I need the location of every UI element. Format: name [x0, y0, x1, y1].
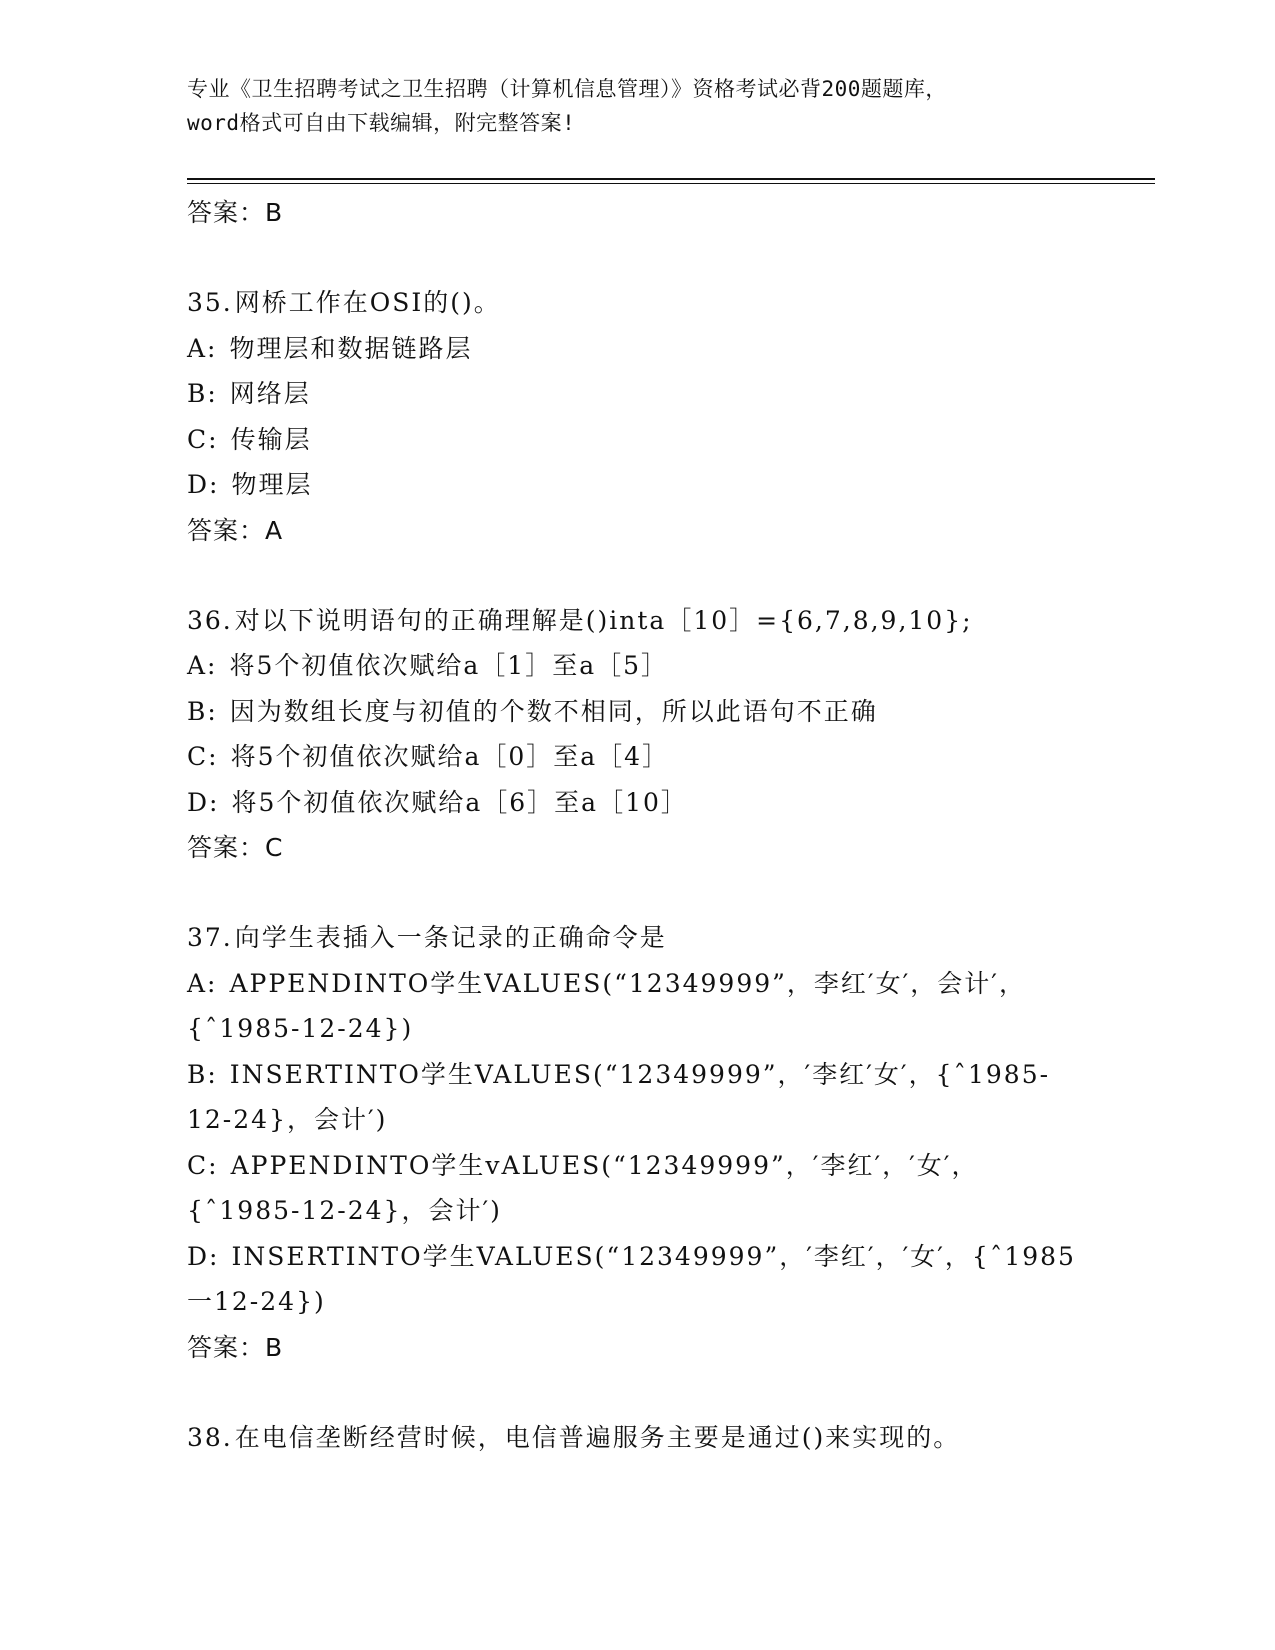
option-c: [187, 1143, 1087, 1234]
option-b: [187, 689, 1087, 735]
question-stem: [187, 1415, 1087, 1461]
header-title-line2: word格式可自由下载编辑，附完整答案!: [187, 111, 576, 135]
option-key: B:: [187, 1059, 218, 1089]
option-text: 因为数组长度与初值的个数不相同，所以此语句不正确: [229, 696, 878, 726]
answer-label: 答案：A: [187, 515, 284, 545]
answer-label: 答案：B: [187, 198, 284, 227]
question-35: [187, 280, 1087, 554]
question-text: 网桥工作在OSI的()。: [234, 288, 501, 317]
option-text: INSERTINTO学生VALUES(“12349999”，′李红′，′女′，{ˆ1985一12-24}): [187, 1241, 1076, 1316]
question-37: [187, 915, 1087, 1371]
option-text: 物理层: [231, 470, 313, 499]
question-stem: [187, 598, 1087, 644]
answer-label: 答案：B: [187, 1332, 284, 1362]
option-key: A:: [187, 651, 218, 680]
option-key: D:: [187, 470, 220, 499]
question-stem: [187, 280, 1087, 326]
question-number: 36.: [187, 605, 233, 635]
option-d: [187, 780, 1087, 826]
header-title-line1: 专业《卫生招聘考试之卫生招聘（计算机信息管理）》资格考试必背200题题库，: [187, 77, 947, 101]
question-number: 37.: [187, 923, 233, 952]
option-a: [187, 326, 1087, 372]
question-text: 在电信垄断经营时候，电信普遍服务主要是通过()来实现的。: [234, 1422, 961, 1452]
option-text: 物理层和数据链路层: [229, 333, 473, 363]
option-key: B:: [187, 379, 218, 408]
option-text: 将5个初值依次赋给a［0］至a［4］: [230, 742, 670, 771]
option-text: APPENDINTO学生vALUES(“12349999”，′李红′，′女′，{ˆ1985-12-24}，会计′): [187, 1150, 979, 1225]
option-key: A:: [187, 333, 218, 363]
option-key: C:: [187, 424, 219, 454]
option-text: INSERTINTO学生VALUES(“12349999”，′李红′女′，{ˆ1985-12-24}，会计′): [187, 1059, 1051, 1134]
option-text: 传输层: [230, 424, 312, 454]
question-stem: [187, 915, 1087, 961]
answer-label: 答案：C: [187, 833, 284, 862]
page-header: [187, 72, 1087, 140]
option-key: B:: [187, 696, 218, 726]
question-number: 35.: [187, 288, 233, 317]
option-key: C:: [187, 742, 219, 771]
question-36: [187, 598, 1087, 872]
option-b: [187, 1052, 1087, 1143]
option-text: 将5个初值依次赋给a［6］至a［10］: [231, 787, 688, 817]
option-key: A:: [187, 968, 218, 998]
question-text: 对以下说明语句的正确理解是()inta［10］={6,7,8,9,10};: [234, 605, 973, 635]
option-a: [187, 961, 1087, 1052]
option-d: [187, 1234, 1087, 1325]
option-text: 网络层: [229, 379, 311, 408]
option-key: C:: [187, 1150, 219, 1180]
question-number: 38.: [187, 1422, 233, 1452]
option-b: [187, 371, 1087, 417]
option-text: APPENDINTO学生VALUES(“12349999”，李红′女′，会计′，{ˆ1985-12-24}): [187, 968, 1026, 1043]
question-38: [187, 1415, 1087, 1461]
option-text: 将5个初值依次赋给a［1］至a［5］: [229, 651, 669, 680]
question-text: 向学生表插入一条记录的正确命令是: [234, 923, 667, 952]
option-c: [187, 417, 1087, 463]
option-d: [187, 462, 1087, 508]
option-c: [187, 734, 1087, 780]
option-key: D:: [187, 787, 220, 817]
option-key: D:: [187, 1241, 220, 1271]
option-a: [187, 643, 1087, 689]
header-divider: [187, 178, 1155, 184]
question-list: [187, 190, 1087, 1460]
